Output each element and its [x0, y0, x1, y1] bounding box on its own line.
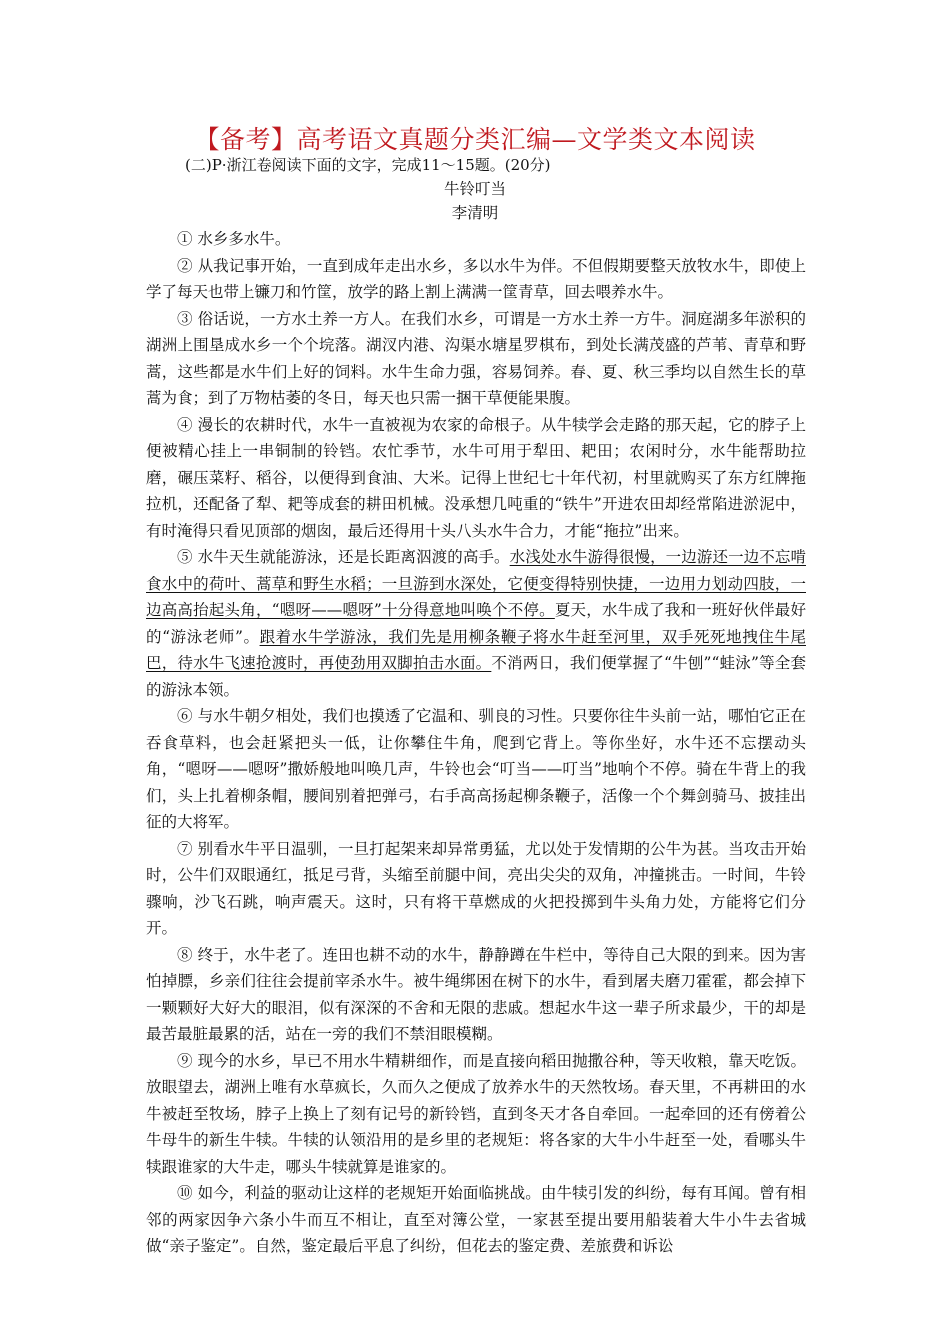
paragraph-3: ③ 俗话说，一方水土养一方人。在我们水乡，可谓是一方水土养一方牛。洞庭湖多年淤积的湖洲上围垦成水乡一个个垸落。湖汊内港、沟渠水塘星罗棋布，到处长满茂盛的芦苇、青草和野蒿，这些都是水牛们上好的饲料。水牛生命力强，容易饲养。春、夏、秋三季均以自然生长的草蒿为食；到了万物枯萎的冬日，每天也只需一捆干草便能果腹。	[146, 309, 806, 407]
article-author: 李清明	[451, 204, 499, 222]
paragraph-5-intro: ⑤ 水牛天生就能游泳，还是长距离泅渡的高手。	[177, 548, 510, 566]
underlined-sentence-2: 跟着水牛学游泳，我们先是用柳条鞭子将水牛赶至河里，双手死死地拽住牛尾巴，待水牛飞速抢渡时，再使劲用双脚拍击水面。	[146, 627, 806, 672]
paragraph-2: ② 从我记事开始，一直到成年走出水乡，多以水牛为伴。不但假期要整天放牧水牛，即使上学了每天也带上镰刀和竹筐，放学的路上割上满满一筐青草，回去喂养水牛。	[146, 256, 806, 301]
paragraph-10: ⑩ 如今，利益的驱动让这样的老规矩开始面临挑战。由牛犊引发的纠纷，每有耳闻。曾有相邻的两家因争六条小牛而互不相让，直至对簿公堂，一家甚至提出要用船装着大牛小牛去省城做“亲子鉴定”。自然，鉴定最后平息了纠纷，但花去的鉴定费、差旅费和诉讼	[146, 1184, 806, 1255]
paragraph-4: ④ 漫长的农耕时代，水牛一直被视为农家的命根子。从牛犊学会走路的那天起，它的脖子上便被精心挂上一串铜制的铃铛。农忙季节，水牛可用于犁田、耙田；农闲时分，水牛能帮助拉磨，碾压菜籽、稻谷，以便得到食油、大米。记得上世纪七十年代初，村里就购买了东方红牌拖拉机，还配备了犁、耙等成套的耕田机械。没承想几吨重的“铁牛”开进农田却经常陷进淤泥中，有时淹得只看见顶部的烟囱，最后还得用十头八头水牛合力，才能“拖拉”出来。	[146, 415, 806, 540]
paragraph-1: ① 水乡多水牛。	[177, 230, 291, 248]
article-title: 牛铃叮当	[443, 180, 506, 198]
paragraph-9: ⑨ 现今的水乡，早已不用水牛精耕细作，而是直接向稻田抛撒谷种，等天收粮，靠天吃饭。放眼望去，湖洲上唯有水草疯长，久而久之便成了放养水牛的天然牧场。春天里，不再耕田的水牛被赶至牧场，脖子上换上了刻有记号的新铃铛，直到冬天才各自牵回。一起牵回的还有傍着公牛母牛的新生牛犊。牛犊的认领沿用的是乡里的老规矩：将各家的大牛小牛赶至一处，看哪头牛犊跟谁家的大牛走，哪头牛犊就算是谁家的。	[146, 1051, 806, 1176]
document-title: 【备考】高考语文真题分类汇编—文学类文本阅读	[194, 125, 756, 154]
question-instruction: (二)P·浙江卷阅读下面的文字，完成11～15题。(20分)	[185, 156, 551, 174]
paragraph-5-end: 不消两日，我们便掌握了“牛刨”“蛙泳”等全套的游泳本领。	[146, 654, 806, 699]
underlined-sentence-1: 水浅处水牛游得很慢，一边游还一边不忘啃食水中的荷叶、蒿草和野生水稻；一旦游到水深处，它便变得特别快捷，一边用力划动四肢，一边高高抬起头角，“嗯呀——嗯呀”十分得意地叫唤个不停。	[146, 548, 806, 619]
paragraph-8: ⑧ 终于，水牛老了。连田也耕不动的水牛，静静蹲在牛栏中，等待自己大限的到来。因为害怕掉膘，乡亲们往往会提前宰杀水牛。被牛绳绑困在树下的水牛，看到屠夫磨刀霍霍，都会掉下一颗颗好大好大的眼泪，似有深深的不舍和无限的悲戚。想起水牛这一辈子所求最少，干的却是最苦最脏最累的活，站在一旁的我们不禁泪眼模糊。	[146, 945, 806, 1043]
paragraph-5-middle: 夏天，水牛成了我和一班好伙伴最好的“游泳老师”。	[146, 601, 806, 646]
article-body	[146, 226, 806, 1260]
paragraph-6: ⑥ 与水牛朝夕相处，我们也摸透了它温和、驯良的习性。只要你往牛头前一站，哪怕它正在吞食草料，也会赶紧把头一低，让你攀住牛角，爬到它背上。等你坐好，水牛还不忘摆动头角，“嗯呀——嗯呀”撒娇般地叫唤几声，牛铃也会“叮当——叮当”地响个不停。骑在牛背上的我们，头上扎着柳条帽，腰间别着把弹弓，右手高高扬起柳条鞭子，活像一个个舞剑骑马、披挂出征的大将军。	[146, 707, 806, 831]
paragraph-5	[146, 544, 806, 703]
paragraph-7: ⑦ 别看水牛平日温驯，一旦打起架来却异常勇猛，尤以处于发情期的公牛为甚。当攻击开始时，公牛们双眼通红，抵足弓背，头缩至前腿中间，亮出尖尖的双角，冲撞挑击。一时间，牛铃骤响，沙飞石跳，响声震天。这时，只有将干草燃成的火把投掷到牛头角力处，方能将它们分开。	[146, 839, 806, 937]
